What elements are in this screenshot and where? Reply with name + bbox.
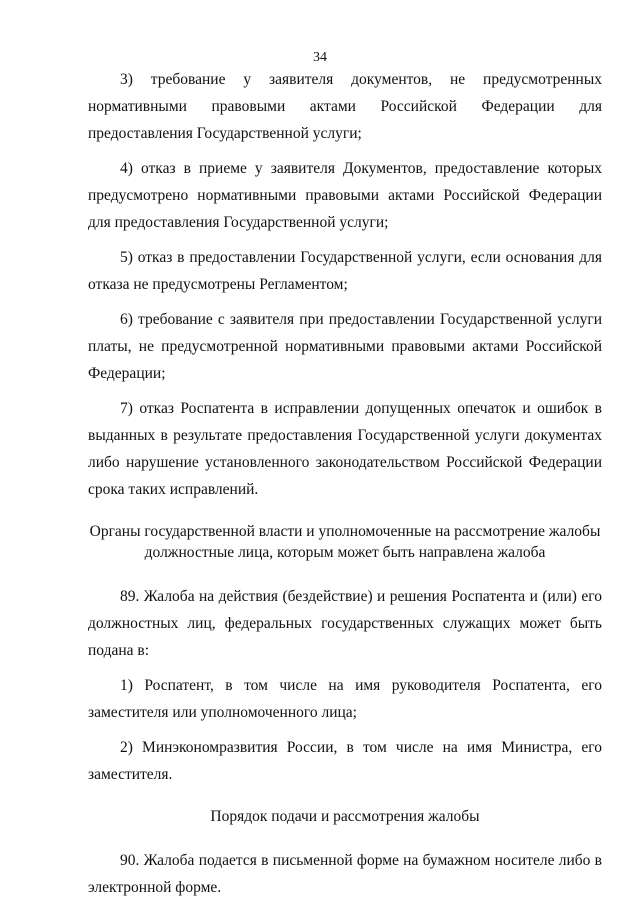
list-item-2: 2) Минэкономразвития России, в том числе на имя Министра, его заместителя.: [88, 739, 602, 783]
list-item-1: 1) Роспатент, в том числе на имя руководителя Роспатента, его заместителя или уполномоченного лица;: [88, 677, 602, 721]
section-heading-complaint-bodies: [88, 521, 602, 563]
document-body: [88, 66, 602, 909]
heading-line-2: должностные лица, которым может быть направлена жалоба: [144, 544, 546, 561]
paragraph-90: 90. Жалоба подается в письменной форме на бумажном носителе либо в электронной форме.: [88, 852, 602, 896]
list-item-5: 5) отказ в предоставлении Государственной услуги, если основания для отказа не предусмотрены Регламентом;: [88, 249, 602, 293]
list-item-6: 6) требование с заявителя при предоставлении Государственной услуги платы, не предусмотренной нормативными правовыми актами Российской Федерации;: [88, 311, 602, 382]
section-heading-procedure: Порядок подачи и рассмотрения жалобы: [210, 808, 480, 825]
list-item-3: 3) требование у заявителя документов, не предусмотренных нормативными правовыми актами Российской Федерации для предоставления Государственной услуги;: [88, 71, 602, 142]
list-item-4: 4) отказ в приеме у заявителя Документов, предоставление которых предусмотрено нормативными правовыми актами Российской Федерации для предоставления Государственной услуги;: [88, 160, 602, 231]
heading-line-1: Органы государственной власти и уполномоченные на рассмотрение жалобы: [89, 523, 601, 540]
page-number: 34: [313, 50, 327, 65]
list-item-7: 7) отказ Роспатента в исправлении допущенных опечаток и ошибок в выданных в результате предоставления Государственной услуги документах либо нарушение установленного законодательством Российской Федерации срока таких исправлений.: [88, 400, 602, 498]
paragraph-89: 89. Жалоба на действия (бездействие) и решения Роспатента и (или) его должностных лиц, федеральных государственных служащих может быть подана в:: [88, 588, 602, 659]
